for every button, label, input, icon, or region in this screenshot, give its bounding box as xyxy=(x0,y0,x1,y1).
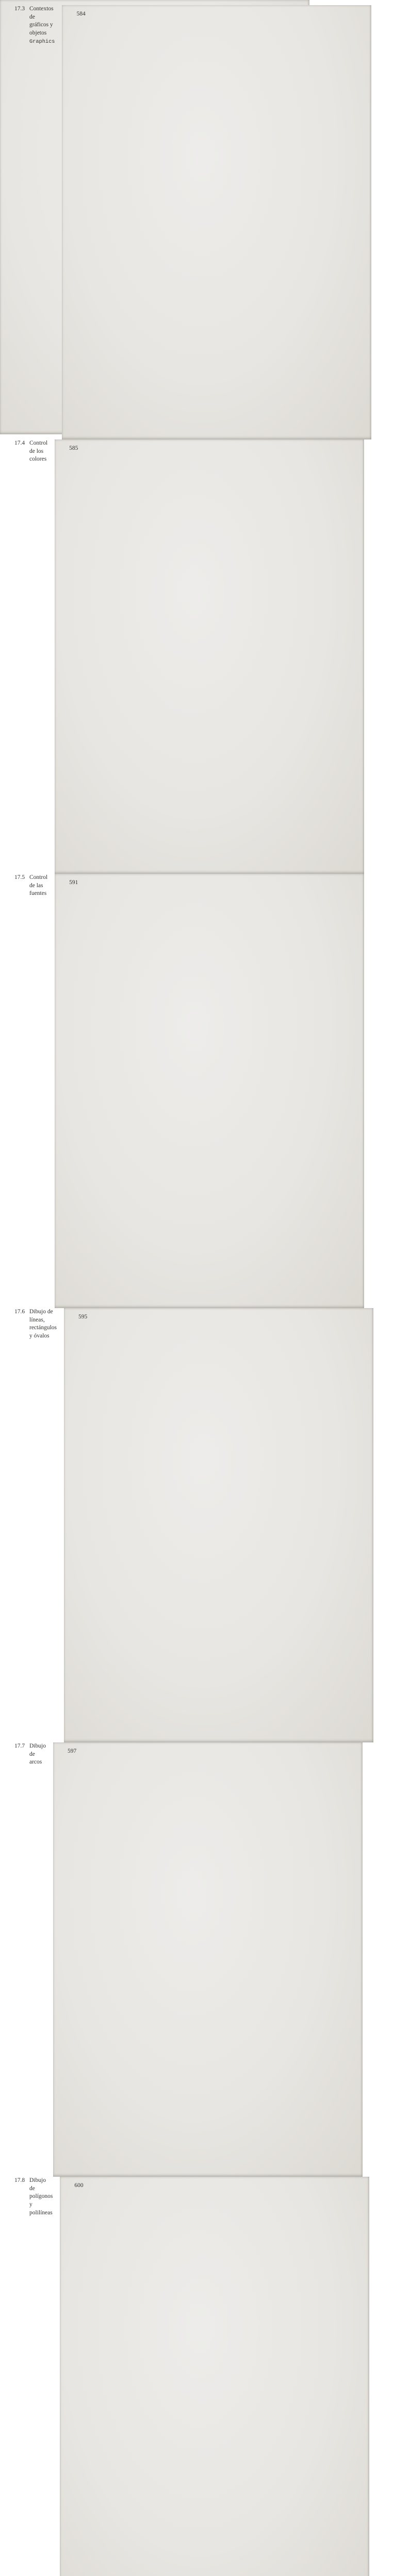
section-title: Contextos de gráficos y objetos Graphics xyxy=(29,6,55,45)
section-title: Dibujo de arcos xyxy=(29,1743,46,1766)
section-number: 17.6 xyxy=(14,1309,25,1315)
section-title: Control de los colores xyxy=(29,440,48,463)
page-number: 595 xyxy=(64,1308,373,1742)
page-number: 584 xyxy=(62,5,371,439)
toc-entry xyxy=(14,1308,298,1742)
toc-entry xyxy=(14,2177,298,2576)
section-number: 17.3 xyxy=(14,6,25,12)
code-term: Graphics xyxy=(29,38,55,45)
toc-entry xyxy=(14,1742,298,2177)
section-number: 17.8 xyxy=(14,2177,25,2183)
toc-entry xyxy=(14,5,298,439)
section-title: Dibujo de polígonos y polilíneas xyxy=(29,2177,53,2216)
toc-entry xyxy=(14,439,298,874)
section-title: Control de las fuentes xyxy=(29,874,48,897)
table-of-contents xyxy=(14,5,298,2576)
section-number: 17.5 xyxy=(14,874,25,880)
section-number: 17.7 xyxy=(14,1743,25,1749)
page-number: 597 xyxy=(53,1742,363,2177)
page-number: 591 xyxy=(55,874,364,1308)
page-number: 600 xyxy=(60,2177,369,2576)
page-number: 585 xyxy=(55,439,364,874)
toc-entry xyxy=(14,874,298,1308)
section-number: 17.4 xyxy=(14,440,25,446)
section-title: Dibujo de líneas, rectángulos y óvalos xyxy=(29,1309,57,1340)
